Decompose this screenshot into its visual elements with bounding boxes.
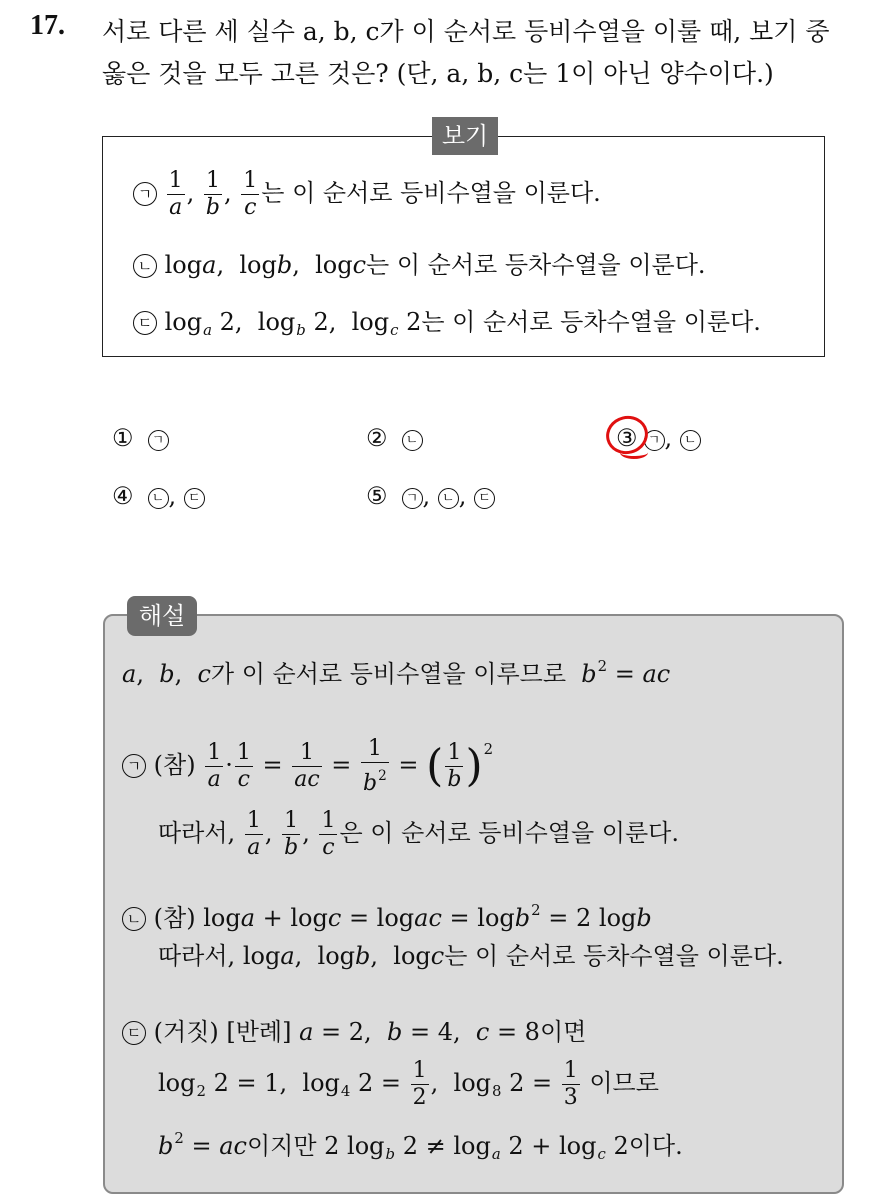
conclusion-head: 따라서, — [158, 819, 236, 847]
fraction: $\frac{1}{a}$ — [168, 168, 183, 220]
bogi-item-2-text: 는 이 순서로 등차수열을 이룬다. — [366, 251, 706, 279]
question-line-2: 옳은 것을 모두 고른 것은? (단, a, b, c는 1이 아닌 양수이다.) — [102, 59, 774, 88]
values-tail: 이므로 — [589, 1069, 659, 1097]
solution-nieun-line: ㄴ (참) loga + logc = logac = logb$^2$ = 2 logb — [122, 898, 652, 933]
mark-nieun: ㄴ — [133, 254, 157, 278]
mark-nieun: ㄴ — [122, 907, 146, 931]
bogi-item-3-text: 는 이 순서로 등차수열을 이룬다. — [421, 308, 761, 336]
solution-giyeok-verdict: (참) — [153, 750, 196, 779]
conclusion-tail: 은 이 순서로 등비수열을 이룬다. — [339, 819, 679, 847]
bogi-item-1: ㄱ $\frac{1}{a}$ , $\frac{1}{b}$ , $\frac{1}{c}$ 는 이 순서로 등비수열을 이룬다. — [133, 168, 601, 221]
option-2[interactable] — [366, 424, 423, 452]
option-number: ② — [366, 424, 388, 452]
solution-nieun-verdict: (참) — [153, 904, 196, 932]
mark-nieun: ㄴ — [402, 430, 423, 451]
solution-nieun-conclusion: 따라서, loga, logb, logc는 이 순서로 등차수열을 이룬다. — [158, 942, 784, 970]
solution-digeut-line: ㄷ (거짓) [반례] a = 2, b = 4, c = 8이면 — [122, 1012, 586, 1047]
option-4[interactable]: ④ ㄴ , ㄷ — [112, 482, 205, 510]
counterexample-tail: 이면 — [539, 1018, 587, 1046]
conclusion-tail: 는 이 순서로 등차수열을 이룬다. — [444, 942, 784, 970]
question-number: 17. — [30, 10, 65, 41]
option-5[interactable]: ⑤ ㄱ , ㄴ , ㄷ — [366, 482, 495, 510]
solution-intro-text: 가 이 순서로 등비수열을 이루므로 — [210, 660, 567, 688]
bogi-title: 보기 — [432, 117, 498, 155]
solution-digeut-values: $\log_2 2 = 1$, $\log_4 2$ = $\frac{1}{2}$ , $\log_8 2$ = $\frac{1}{3}$ 이므로 — [158, 1058, 659, 1110]
solution-digeut-conclusion: $b^2$ = ac이지만 2 $\log_b 2 \ne \log_a 2 + \log_c 2$이다. — [158, 1129, 683, 1164]
red-answer-circle-tail — [620, 446, 648, 459]
bogi-item-1-text: 는 이 순서로 등비수열을 이룬다. — [261, 179, 601, 207]
mark-giyeok: ㄱ — [644, 430, 665, 451]
solution-intro: a, b, c가 이 순서로 등비수열을 이루므로 $b^2$ = ac — [122, 657, 671, 688]
mark-digeut: ㄷ — [474, 488, 495, 509]
solution-giyeok-conclusion: 따라서, $\frac{1}{a}$ , $\frac{1}{b}$ , $\frac{1}{c}$ 은 이 순서로 등비수열을 이룬다. — [158, 808, 679, 860]
question-line-1: 서로 다른 세 실수 a, b, c가 이 순서로 등비수열을 이룰 때, 보기 중 — [102, 17, 830, 46]
conclusion-mid: 이지만 — [246, 1132, 317, 1160]
option-number: ③ — [616, 424, 638, 452]
option-1[interactable] — [112, 424, 169, 452]
mark-nieun: ㄴ — [680, 430, 701, 451]
option-number: ⑤ — [366, 482, 388, 510]
solution-title: 해설 — [127, 596, 197, 636]
bogi-item-2: ㄴ loga, logb, logc는 이 순서로 등차수열을 이룬다. — [133, 245, 706, 280]
solution-digeut-verdict: (거짓) [반례] — [153, 1018, 292, 1046]
fraction: $\frac{1}{b}$ — [205, 168, 220, 220]
mark-nieun: ㄴ — [148, 488, 169, 509]
solution-giyeok-line: ㄱ (참) $\frac{1}{a}$ · $\frac{1}{c}$ = $\frac{1}{ac}$ = $\frac{1}{b^2}$ = ( $\frac{1}{b}$ )$^2$ — [122, 736, 493, 797]
conclusion-head: 따라서, — [158, 942, 236, 970]
mark-giyeok: ㄱ — [148, 430, 169, 451]
mark-digeut: ㄷ — [122, 1021, 146, 1045]
option-3[interactable]: ③ ㄱ , ㄴ — [616, 424, 701, 452]
mark-giyeok: ㄱ — [133, 182, 157, 206]
mark-giyeok: ㄱ — [402, 488, 423, 509]
mark-digeut: ㄷ — [184, 488, 205, 509]
option-number: ④ — [112, 482, 134, 510]
bogi-item-3: ㄷ $\log_a 2$, $\log_b 2$, $\log_c 2$는 이 순서로 등차수열을 이룬다. — [133, 302, 761, 339]
mark-digeut: ㄷ — [133, 311, 157, 335]
fraction: $\frac{1}{c}$ — [243, 168, 258, 220]
conclusion-tail: 이다. — [628, 1132, 683, 1160]
mark-nieun: ㄴ — [438, 488, 459, 509]
mark-giyeok: ㄱ — [122, 754, 146, 778]
option-number: ① — [112, 424, 134, 452]
